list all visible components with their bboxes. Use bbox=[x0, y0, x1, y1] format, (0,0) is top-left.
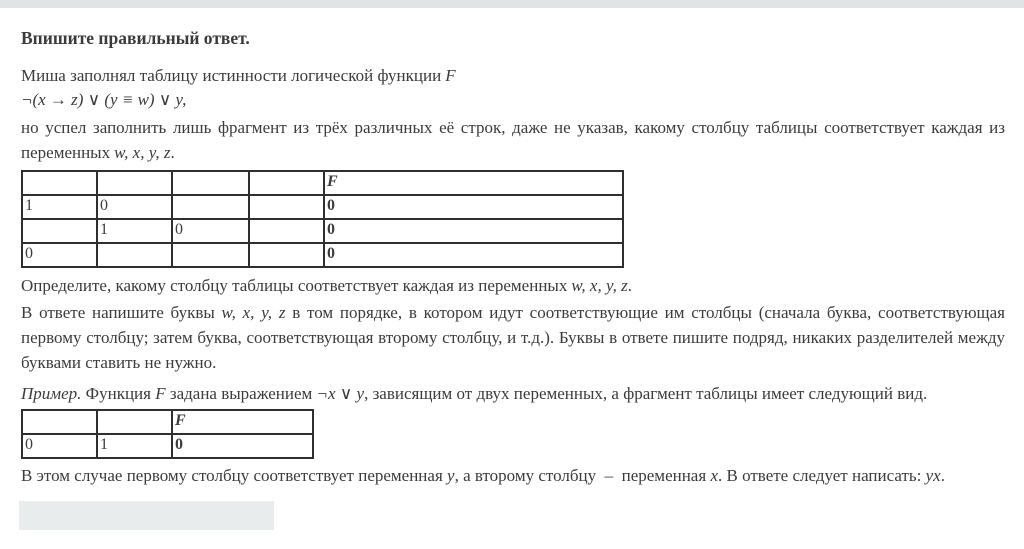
conclusion-answer: yx bbox=[925, 466, 941, 485]
truth-table-cell bbox=[22, 219, 97, 243]
conclusion-var-x: x bbox=[710, 466, 718, 485]
question-variables: w, x, y, z bbox=[571, 276, 628, 295]
task-title: Впишите правильный ответ. bbox=[21, 28, 250, 48]
example-text-1: Функция bbox=[85, 384, 151, 403]
example-table-cell: 0 bbox=[22, 434, 97, 458]
fragment-paragraph bbox=[21, 115, 1005, 165]
truth-table-row bbox=[22, 219, 623, 243]
truth-table-row bbox=[22, 243, 623, 267]
example-table-row bbox=[22, 434, 313, 458]
example-text-2: задана выражением bbox=[169, 384, 313, 403]
truth-table-row bbox=[22, 195, 623, 219]
example-formula: ¬x ∨ y bbox=[316, 384, 365, 403]
truth-table-cell: 0 bbox=[172, 219, 249, 243]
conclusion-var-y: y bbox=[447, 466, 455, 485]
instructions-text-start: В ответе напишите буквы bbox=[21, 303, 215, 322]
example-table-cell: 1 bbox=[97, 434, 172, 458]
task-content bbox=[0, 27, 1024, 530]
example-table-header-cell bbox=[22, 410, 97, 434]
truth-table-f-cell: 0 bbox=[324, 243, 623, 267]
question-text: Определите, какому столбцу таблицы соответствует каждая из переменных bbox=[21, 276, 568, 295]
truth-table-cell bbox=[172, 243, 249, 267]
fragment-variables: w, x, y, z bbox=[114, 143, 171, 162]
example-table-header-cell bbox=[97, 410, 172, 434]
intro-line bbox=[21, 64, 1005, 88]
question-line bbox=[21, 274, 1005, 298]
example-function-name: F bbox=[155, 384, 166, 403]
truth-table-header-cell bbox=[172, 171, 249, 195]
truth-table-cell bbox=[172, 195, 249, 219]
answer-input[interactable] bbox=[19, 501, 274, 530]
truth-table-header-cell bbox=[97, 171, 172, 195]
intro-text: Миша заполнял таблицу истинности логической функции bbox=[21, 66, 442, 85]
truth-table-cell: 1 bbox=[22, 195, 97, 219]
fragment-period: . bbox=[170, 143, 175, 162]
truth-table-f-cell: 0 bbox=[324, 195, 623, 219]
truth-table-cell bbox=[249, 195, 324, 219]
truth-table-cell: 1 bbox=[97, 219, 172, 243]
truth-table-cell: 0 bbox=[22, 243, 97, 267]
example-table bbox=[21, 409, 314, 459]
truth-table-cell bbox=[249, 219, 324, 243]
fragment-text: но успел заполнить лишь фрагмент из трёх различных её строк, даже не указав, какому столбцу таблицы соответствует каждая из переменных bbox=[21, 118, 1005, 162]
truth-table-f-header: F bbox=[324, 171, 623, 195]
instructions-variables: w, x, y, z bbox=[221, 303, 286, 322]
example-table-header-row bbox=[22, 410, 313, 434]
truth-table-cell bbox=[97, 243, 172, 267]
example-label: Пример. bbox=[21, 384, 82, 403]
conclusion-line bbox=[21, 464, 1005, 488]
truth-table-cell: 0 bbox=[97, 195, 172, 219]
conclusion-text-1: В этом случае первому столбцу соответствует переменная bbox=[21, 466, 448, 485]
conclusion-text-2: , а второму столбцу – переменная bbox=[454, 466, 711, 485]
truth-table-header-cell bbox=[22, 171, 97, 195]
instructions-paragraph bbox=[21, 300, 1005, 375]
truth-table bbox=[21, 170, 624, 268]
truth-table-cell bbox=[249, 243, 324, 267]
truth-table-f-cell: 0 bbox=[324, 219, 623, 243]
instructions-text-end: в том порядке, в котором идут соответствующие им столбцы (сначала буква, соответствующая первому столбцу; затем буква, соответствующая второму столбцу, и т.д.). Буквы в ответе пишите подряд, никаких разделителей между буквами ставить не нужно. bbox=[21, 303, 1005, 372]
function-name: F bbox=[445, 66, 456, 85]
truth-table-header-cell bbox=[249, 171, 324, 195]
top-bar bbox=[0, 0, 1024, 8]
question-period: . bbox=[627, 276, 632, 295]
conclusion-period: . bbox=[940, 466, 945, 485]
example-table-f-header: F bbox=[172, 410, 313, 434]
example-line bbox=[21, 382, 1005, 406]
example-text-3: , зависящим от двух переменных, а фрагмент таблицы имеет следующий вид. bbox=[364, 384, 928, 403]
logic-formula: ¬(x → z) ∨ (y ≡ w) ∨ y, bbox=[21, 90, 187, 109]
truth-table-header-row bbox=[22, 171, 623, 195]
conclusion-text-3: . В ответе следует написать: bbox=[717, 466, 926, 485]
example-table-f-cell: 0 bbox=[172, 434, 313, 458]
